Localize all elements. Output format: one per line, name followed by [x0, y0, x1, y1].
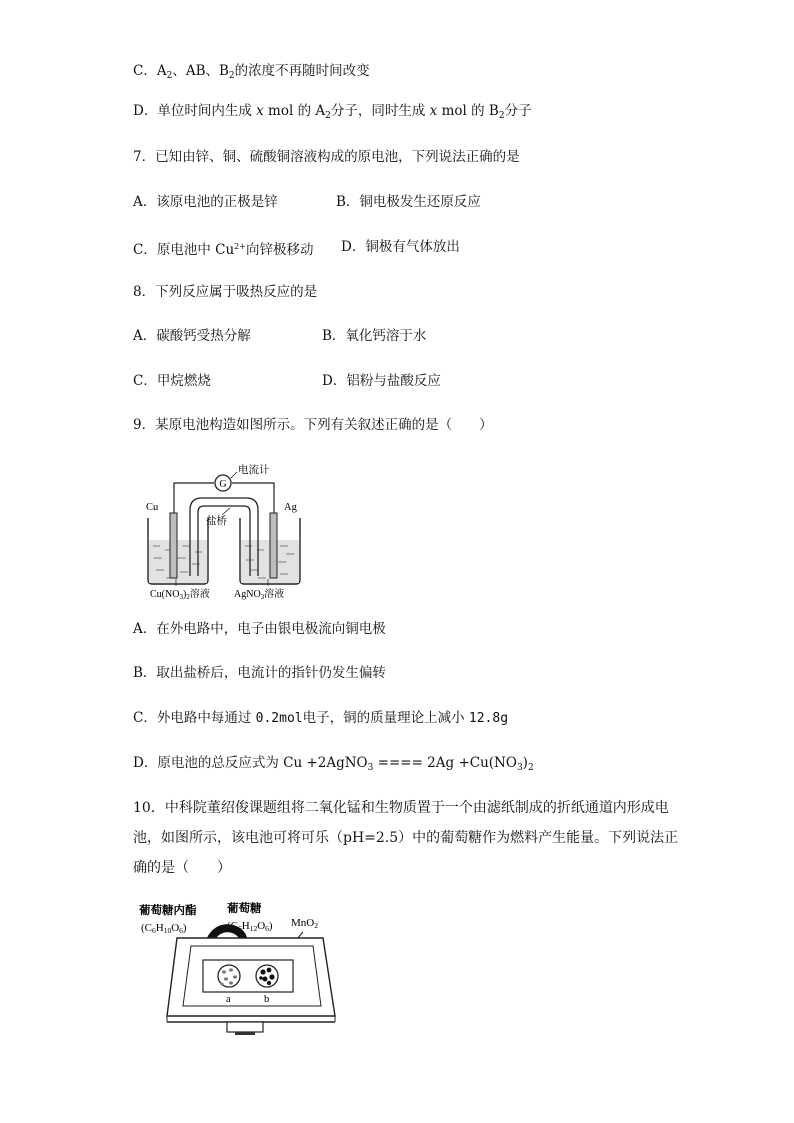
- q6-option-c: C．$A_2$、AB、$B_2$的浓度不再随时间改变: [133, 63, 370, 81]
- left-solution-label: $Cu(NO_3)_2$溶液: [150, 589, 210, 600]
- q10-stem-line3: 确的是（ ）: [133, 860, 231, 876]
- q9-option-b: B．取出盐桥后，电流计的指针仍发生偏转: [133, 665, 386, 681]
- cu-label: Cu: [146, 502, 159, 513]
- q6-option-d: D．单位时间内生成 x mol 的 $A_2$分子，同时生成 x mol 的 $B_2$分子: [133, 103, 532, 121]
- label-b: b: [264, 994, 270, 1005]
- lactone-formula: (C6H10O6): [141, 922, 187, 935]
- glucose-formula: (C6H12O6): [227, 920, 273, 933]
- q7-option-d: D．铜极有气体放出: [341, 239, 460, 255]
- connector: [227, 1022, 263, 1032]
- glucose-name: 葡萄糖: [227, 903, 262, 915]
- q8-option-b: B．氧化钙溶于水: [322, 328, 427, 344]
- q7-option-b: B．铜电极发生还原反应: [336, 194, 481, 210]
- cu-electrode: [170, 513, 177, 578]
- q9-option-d: D．原电池的总反应式为 Cu +2AgNO$_3$ ==== $2Ag +Cu(NO_3)_2$: [133, 755, 534, 773]
- q8-option-d: D．铝粉与盐酸反应: [322, 373, 441, 389]
- q7-option-a: A．该原电池的正极是锌: [133, 194, 278, 210]
- q7-option-c: C．原电池中 $Cu^{2+}$向锌极移动: [133, 242, 314, 258]
- q8-option-a: A．碳酸钙受热分解: [133, 328, 251, 344]
- q10-stem-line2: 池，如图所示，该电池可将可乐（pH=2.5）中的葡萄糖作为燃料产生能量。下列说法正: [133, 830, 679, 846]
- q10-stem-line1: 10．中科院董绍俊课题组将二氧化锰和生物质置于一个由滤纸制成的折纸通道内形成电: [133, 800, 669, 816]
- q7-stem: 7．已知由锌、铜、硫酸铜溶液构成的原电池，下列说法正确的是: [133, 149, 520, 165]
- q8-option-c: C．甲烷燃烧: [133, 373, 211, 389]
- salt-bridge-label: 盐桥: [206, 516, 227, 527]
- right-solution-label: AgNO$_3$溶液: [234, 589, 285, 600]
- q9-stem: 9．某原电池构造如图所示。下列有关叙述正确的是（ ）: [133, 417, 493, 433]
- mno2-label: MnO2: [291, 917, 318, 930]
- meter-label: 电流计: [238, 465, 270, 476]
- q9-option-a: A．在外电路中，电子由银电极流向铜电极: [133, 621, 386, 637]
- paper-channel: [203, 960, 293, 992]
- ag-electrode: [270, 513, 277, 578]
- label-a: a: [226, 994, 231, 1005]
- q10-paper-battery-figure: [135, 898, 345, 1038]
- galvanometer-label: G: [219, 479, 227, 490]
- q9-option-c: C．外电路中每通过 0.2mol电子，铜的质量理论上减小 12.8g: [133, 710, 509, 726]
- ag-label: Ag: [284, 502, 297, 513]
- q9-galvanic-cell-figure: [140, 458, 312, 600]
- q8-stem: 8．下列反应属于吸热反应的是: [133, 284, 318, 300]
- lactone-name: 葡萄糖内酯: [139, 905, 197, 917]
